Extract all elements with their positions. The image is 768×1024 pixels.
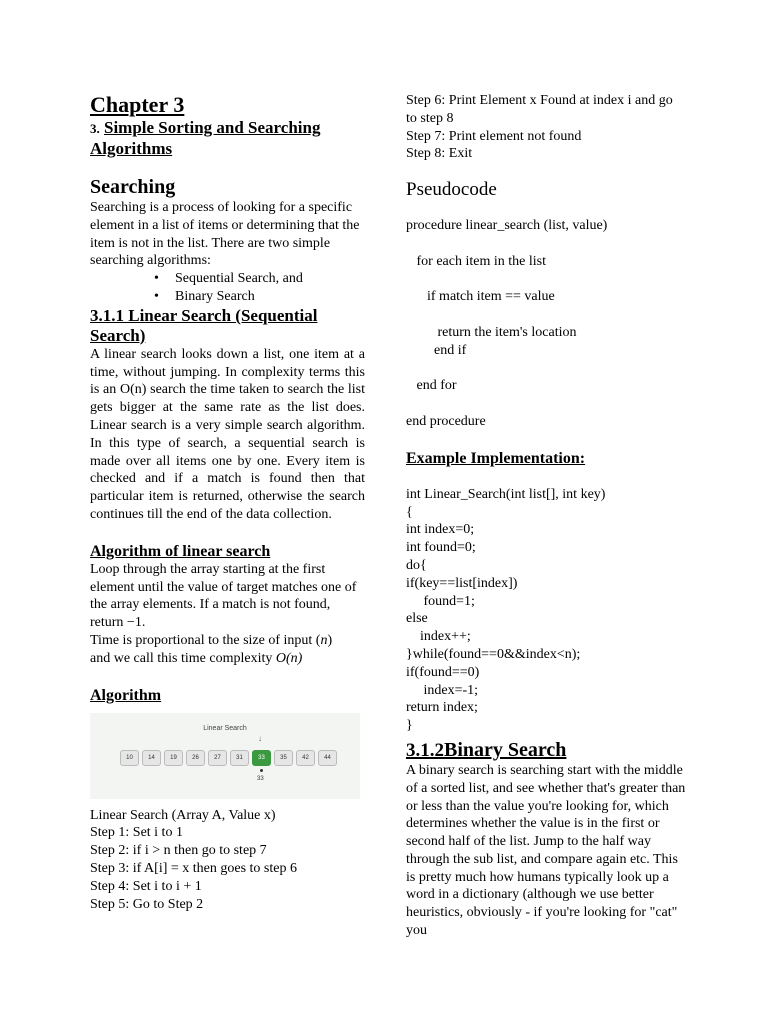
step-line: Step 2: if i > n then go to step 7 xyxy=(90,843,267,859)
code-line: if(key==list[index]) xyxy=(406,575,518,591)
code-line: int Linear_Search(int list[], int key) xyxy=(406,486,606,502)
searching-intro: Searching is a process of looking for a specific element in a list of items or determining that the item is not in the list. There are two simple searching algorithms: xyxy=(90,200,360,269)
linear-search-body: A linear search looks down a list, one item at a time, without jumping. In complexity terms this is an O(n) search the time taken to search the list gets bigger at the same rate as the list does. Linear search is a very simple search algorithm. In this type of search, a sequential search is made over all items one by one. Every item is checked and if a match is found then that particular item is returned, otherwise the search continues till the end of the data collection. xyxy=(90,346,365,522)
array-cell: 27 xyxy=(208,750,227,766)
steps-header: Linear Search (Array A, Value x) xyxy=(90,807,276,823)
example-implementation-heading: Example Implementation: xyxy=(406,449,586,467)
section-title xyxy=(90,118,365,159)
array-cell: 35 xyxy=(274,750,293,766)
code-line: { xyxy=(406,504,413,520)
time-text-3: and we call this time complexity xyxy=(90,650,276,666)
steps-right xyxy=(406,92,686,163)
array-cell: 14 xyxy=(142,750,161,766)
code-line: int found=0; xyxy=(406,540,476,556)
binary-heading-text: Binary Search xyxy=(444,738,567,761)
left-column xyxy=(90,92,365,913)
pseudocode-line: if match item == value xyxy=(406,289,555,305)
pseudocode-line xyxy=(406,235,686,253)
time-text-n: n xyxy=(320,632,328,648)
step-line: Step 3: if A[i] = x then goes to step 6 xyxy=(90,860,297,876)
chapter-title: Chapter 3 xyxy=(90,92,185,117)
pseudocode-line: procedure linear_search (list, value) xyxy=(406,218,608,234)
code-block xyxy=(406,486,686,735)
array-cell: 31 xyxy=(230,750,249,766)
code-line: else xyxy=(406,611,428,627)
pseudocode-heading: Pseudocode xyxy=(406,179,497,201)
binary-heading-number: 3.1.2 xyxy=(406,739,444,761)
linear-heading-line1: 3.1.1 Linear Search (Sequential xyxy=(90,305,318,325)
algorithm-of-linear-search-body: Loop through the array starting at the first element until the value of target matches one of the array elements. If a match is not found, return −1. xyxy=(90,561,357,631)
step-line: Step 5: Go to Step 2 xyxy=(90,896,204,912)
pseudocode-line: end if xyxy=(406,342,467,358)
section-title-line1: Simple Sorting and Searching xyxy=(104,118,321,137)
array-cell: 19 xyxy=(164,750,183,766)
pseudocode-line: return the item's location xyxy=(406,324,577,340)
code-line: found=1; xyxy=(406,593,475,609)
pseudocode-line xyxy=(406,306,686,324)
steps-left xyxy=(90,807,365,914)
pseudocode-line xyxy=(406,271,686,289)
code-line: index++; xyxy=(406,629,471,645)
step-line: Step 1: Set i to 1 xyxy=(90,825,183,841)
code-line: return index; xyxy=(406,700,478,716)
section-title-line2: Algorithms xyxy=(90,139,173,158)
list-item: • Sequential Search, and xyxy=(175,270,365,288)
target-label: 33 xyxy=(257,775,264,782)
array-cell-found: 33 xyxy=(252,750,271,766)
code-line: if(found==0) xyxy=(406,664,480,680)
code-line: int index=0; xyxy=(406,522,475,538)
step-line: Step 6: Print Element x Found at index i and go to step 8 xyxy=(406,93,673,126)
section-number: 3. xyxy=(90,121,100,136)
code-line: } xyxy=(406,718,413,734)
algorithms-list xyxy=(90,270,365,306)
algorithm-heading: Algorithm xyxy=(90,686,162,704)
time-text-on: O(n) xyxy=(275,650,303,666)
target-marker xyxy=(260,769,263,772)
pseudocode-line: for each item in the list xyxy=(406,253,546,269)
array-cells xyxy=(120,750,337,766)
array-cell: 10 xyxy=(120,750,139,766)
pseudocode-line xyxy=(406,395,686,413)
figure-title: Linear Search xyxy=(203,724,247,732)
pseudocode-line xyxy=(406,360,686,378)
binary-search-heading xyxy=(406,739,686,762)
pseudocode-line: end procedure xyxy=(406,413,486,429)
linear-heading-line2: Search) xyxy=(90,325,146,345)
pseudocode-block xyxy=(406,217,686,431)
time-complexity-text xyxy=(90,632,365,668)
linear-search-heading xyxy=(90,306,365,346)
linear-search-figure xyxy=(90,713,360,799)
code-line: }while(found==0&&index<n); xyxy=(406,646,581,662)
list-item: • Binary Search xyxy=(175,288,365,306)
array-cell: 44 xyxy=(318,750,337,766)
right-column xyxy=(406,92,686,940)
step-line: Step 8: Exit xyxy=(406,146,473,162)
step-line: Step 4: Set i to i + 1 xyxy=(90,878,202,894)
code-line: do{ xyxy=(406,557,427,573)
algorithm-of-linear-search-heading: Algorithm of linear search xyxy=(90,542,271,560)
array-cell: 42 xyxy=(296,750,315,766)
time-text-2: ) xyxy=(327,632,333,648)
step-line: Step 7: Print element not found xyxy=(406,128,582,144)
pseudocode-line: end for xyxy=(406,378,457,394)
searching-heading: Searching xyxy=(90,176,176,198)
binary-search-body: A binary search is searching start with the middle of a sorted list, and see whether that's greater than or less than the value you're looking for, which determines whether the value is in the first or second half of the list. Jump to the half way through the sub list, and compare again etc. This is pretty much how humans typically look up a word in a dictionary (although we use better heuristics, obviously - if you're looking for "cat" you xyxy=(406,762,686,939)
time-text-1: Time is proportional to the size of input ( xyxy=(90,632,321,648)
code-line: index=-1; xyxy=(406,682,479,698)
down-arrow-icon: ↓ xyxy=(258,733,262,743)
array-cell: 26 xyxy=(186,750,205,766)
